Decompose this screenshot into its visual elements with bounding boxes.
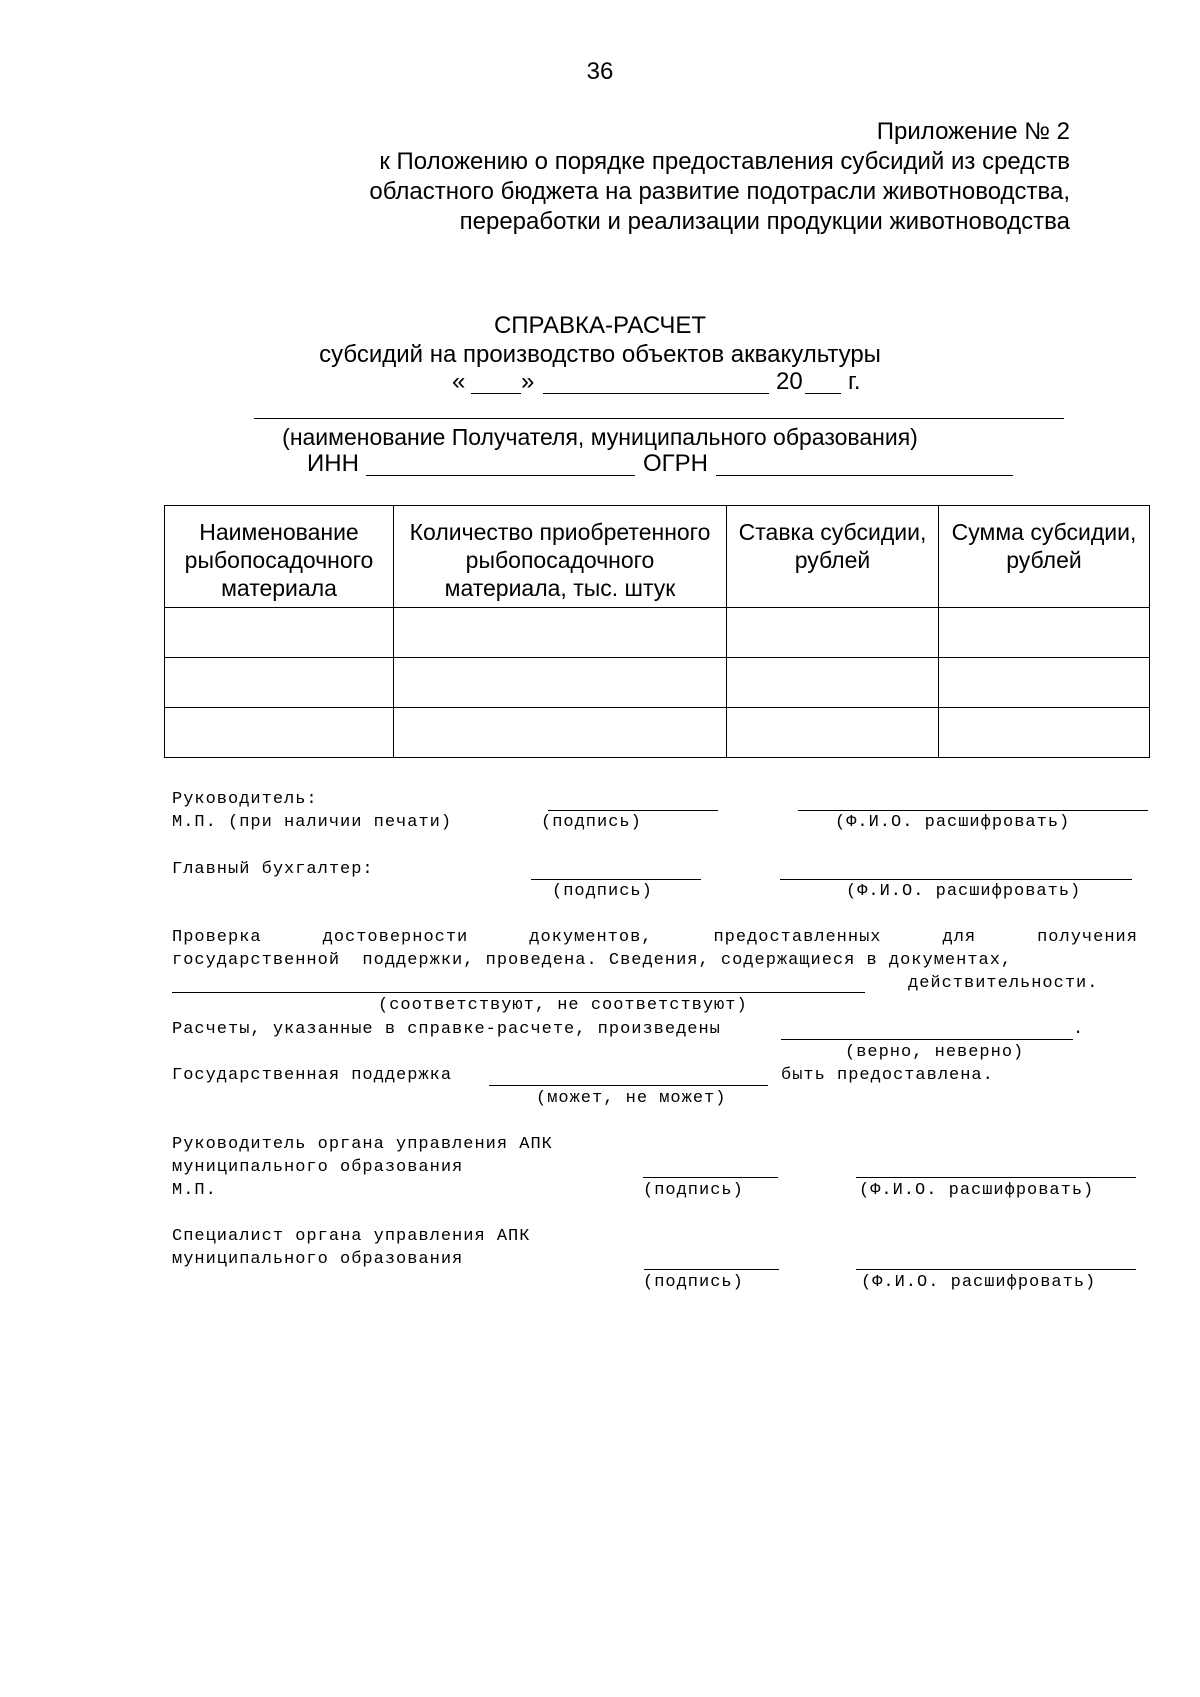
support-blank	[489, 1085, 768, 1086]
head-signature-line	[548, 810, 718, 811]
table-cell[interactable]	[939, 608, 1150, 658]
apk-head-fio-line	[856, 1177, 1136, 1178]
date-year-suffix: г.	[848, 368, 861, 395]
verification-word: документов,	[529, 928, 653, 947]
support-label: Государственная поддержка	[172, 1066, 453, 1085]
header-amount-line: Сумма субсидии,	[951, 519, 1137, 545]
apk-specialist-line-2: муниципального образования	[172, 1250, 464, 1269]
calculation-period: .	[1073, 1020, 1085, 1039]
accountant-signature-caption: (подпись)	[552, 882, 653, 901]
head-fio-line	[798, 810, 1148, 811]
compliance-blank	[172, 992, 865, 993]
date-year-prefix: 20	[776, 368, 803, 395]
chief-accountant-label: Главный бухгалтер:	[172, 860, 374, 879]
document-title: СПРАВКА-РАСЧЕТ	[493, 312, 707, 339]
apk-head-line-2: муниципального образования	[172, 1158, 464, 1177]
support-caption: (может, не может)	[536, 1089, 727, 1108]
header-amount-line: рублей	[1006, 547, 1082, 573]
apk-head-stamp: М.П.	[172, 1181, 217, 1200]
date-close-quote: »	[521, 368, 535, 395]
compliance-caption: (соответствуют, не соответствуют)	[378, 996, 748, 1015]
accountant-signature-line	[531, 879, 701, 880]
calculation-label: Расчеты, указанные в справке-расчете, произведены	[172, 1020, 721, 1039]
table-cell[interactable]	[394, 658, 727, 708]
apk-head-fio-caption: (Ф.И.О. расшифровать)	[859, 1181, 1095, 1200]
header-quantity-line: рыбопосадочного	[465, 547, 655, 573]
inn-blank	[366, 475, 635, 476]
table-cell[interactable]	[394, 608, 727, 658]
apk-specialist-fio-caption: (Ф.И.О. расшифровать)	[861, 1273, 1097, 1292]
subsidy-table	[164, 505, 1150, 758]
recipient-caption: (наименование Получателя, муниципального образования)	[282, 424, 918, 450]
appendix-line-4: переработки и реализации продукции животноводства	[459, 208, 1070, 235]
date-month-blank	[543, 393, 769, 394]
verification-line-2: государственной поддержки, проведена. Сведения, содержащиеся в документах,	[172, 951, 1013, 970]
header-rate	[727, 506, 939, 608]
appendix-number: Приложение № 2	[876, 118, 1070, 145]
header-material-name-line: Наименование	[199, 519, 359, 545]
table-cell[interactable]	[165, 608, 394, 658]
header-amount	[939, 506, 1150, 608]
table-row	[165, 708, 1150, 758]
apk-specialist-fio-line	[856, 1269, 1136, 1270]
header-quantity-line: Количество приобретенного	[409, 519, 711, 545]
head-label: Руководитель:	[172, 790, 318, 809]
recipient-name-blank	[254, 418, 1064, 419]
verification-word: Проверка	[172, 928, 262, 947]
page-number: 36	[586, 58, 614, 85]
verification-word: для	[942, 928, 977, 947]
stamp-label: М.П. (при наличии печати)	[172, 813, 453, 832]
verification-word: предоставленных	[713, 928, 882, 947]
apk-specialist-line-1: Специалист органа управления АПК	[172, 1227, 531, 1246]
header-material-name-line: рыбопосадочного	[184, 547, 374, 573]
date-day-blank	[471, 393, 521, 394]
header-material-name-line: материала	[221, 575, 337, 601]
table-cell[interactable]	[394, 708, 727, 758]
date-open-quote: «	[452, 368, 466, 395]
apk-specialist-signature-caption: (подпись)	[643, 1273, 744, 1292]
apk-head-signature-caption: (подпись)	[643, 1181, 744, 1200]
support-suffix: быть предоставлена.	[781, 1066, 994, 1085]
ogrn-label: ОГРН	[643, 450, 709, 477]
header-quantity	[394, 506, 727, 608]
apk-specialist-signature-line	[644, 1269, 779, 1270]
accountant-fio-caption: (Ф.И.О. расшифровать)	[846, 882, 1082, 901]
table-cell[interactable]	[165, 708, 394, 758]
table-row	[165, 608, 1150, 658]
table-row	[165, 658, 1150, 708]
date-year-blank	[805, 393, 841, 394]
document-subtitle: субсидий на производство объектов аквакультуры	[319, 341, 881, 368]
table-cell[interactable]	[727, 658, 939, 708]
verification-word: получения	[1037, 928, 1138, 947]
table-cell[interactable]	[727, 708, 939, 758]
table-cell[interactable]	[939, 658, 1150, 708]
head-fio-caption: (Ф.И.О. расшифровать)	[835, 813, 1071, 832]
table-cell[interactable]	[939, 708, 1150, 758]
table-header-row	[165, 506, 1150, 608]
appendix-line-3: областного бюджета на развитие подотрасли животноводства,	[369, 178, 1070, 205]
inn-label: ИНН	[307, 450, 359, 477]
calculation-blank	[781, 1039, 1073, 1040]
header-rate-line: Ставка субсидии,	[738, 519, 927, 545]
accountant-fio-line	[780, 879, 1132, 880]
verification-line-1	[172, 928, 1138, 947]
table-cell[interactable]	[727, 608, 939, 658]
header-material-name	[165, 506, 394, 608]
apk-head-signature-line	[643, 1177, 778, 1178]
head-signature-caption: (подпись)	[541, 813, 642, 832]
header-quantity-line: материала, тыс. штук	[444, 575, 676, 601]
verification-line-3-suffix: действительности.	[908, 974, 1099, 993]
calculation-caption: (верно, неверно)	[845, 1043, 1025, 1062]
table-cell[interactable]	[165, 658, 394, 708]
ogrn-blank	[716, 475, 1013, 476]
apk-head-line-1: Руководитель органа управления АПК	[172, 1135, 553, 1154]
header-rate-line: рублей	[794, 547, 871, 573]
verification-word: достоверности	[322, 928, 469, 947]
appendix-line-2: к Положению о порядке предоставления субсидий из средств	[379, 148, 1070, 175]
